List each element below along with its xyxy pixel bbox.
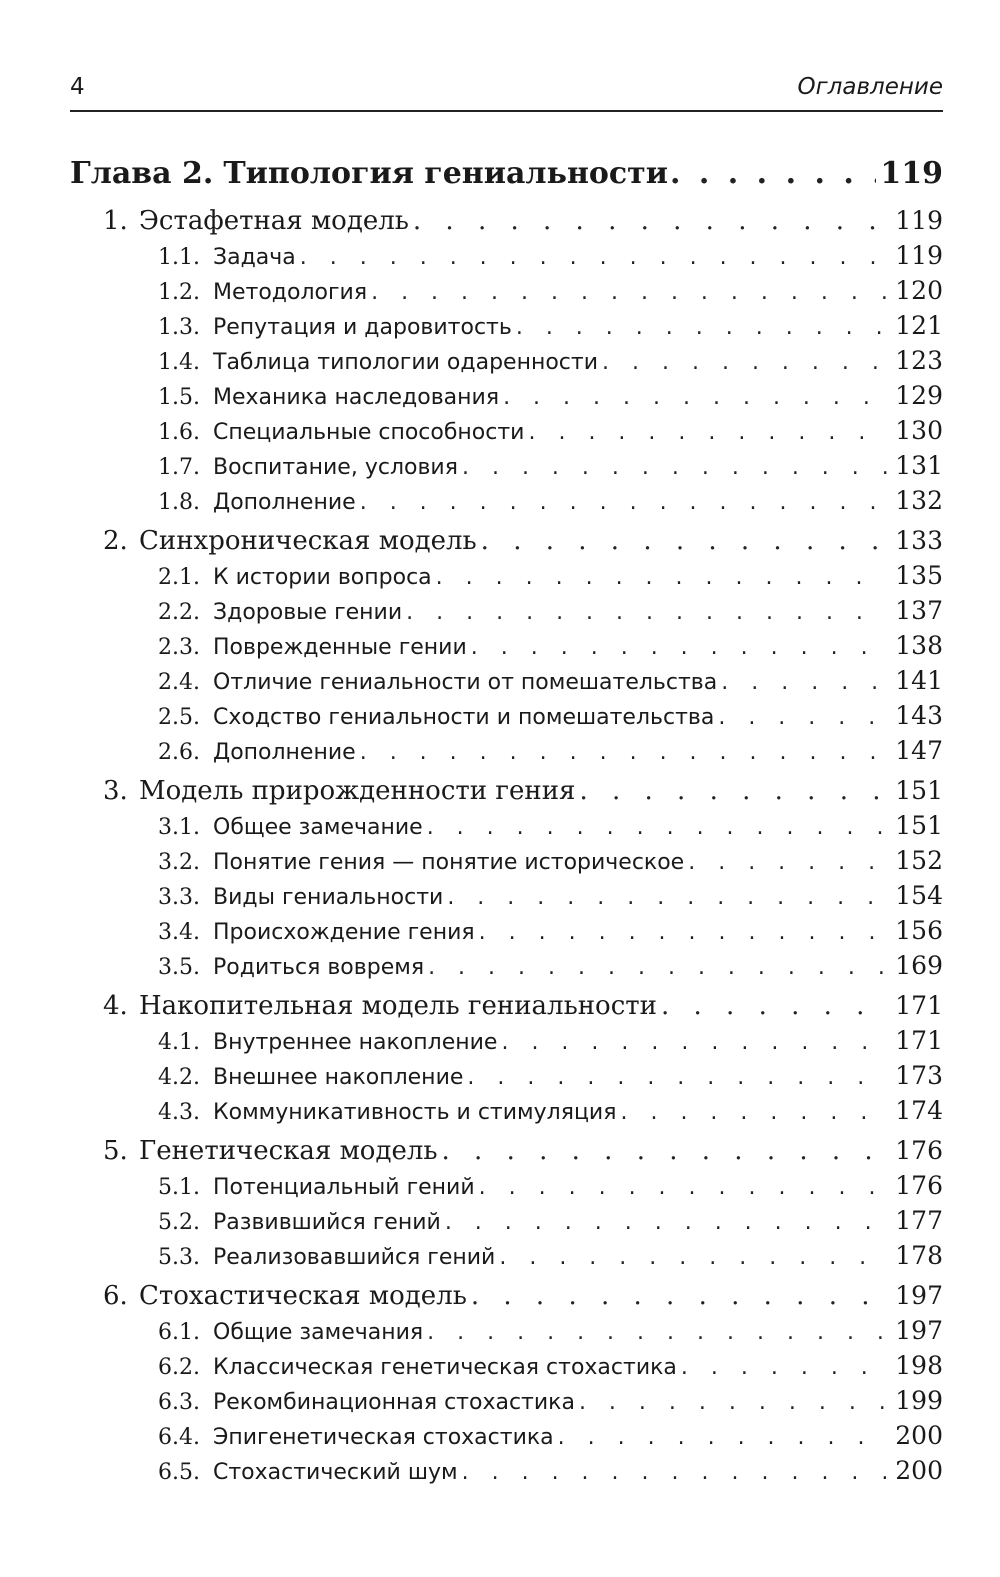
entry-title: Понятие гения — понятие историческое	[213, 850, 685, 875]
entry-number: 6.4.	[158, 1425, 200, 1450]
toc-subsection[interactable]	[70, 596, 943, 631]
leader-dots	[579, 1390, 887, 1415]
entry-title: Задача	[213, 245, 296, 270]
entry-heading	[158, 955, 424, 980]
entry-page: 171	[895, 991, 943, 1020]
entry-heading	[103, 526, 477, 556]
leader-dots	[579, 776, 887, 806]
entry-title: Дополнение	[213, 490, 356, 515]
entry-number: 6.	[103, 1281, 128, 1311]
entry-title: Общие замечания	[213, 1320, 424, 1345]
entry-number: 3.1.	[158, 815, 200, 840]
toc-subsection[interactable]	[70, 916, 943, 951]
toc-subsection[interactable]	[70, 451, 943, 486]
chapter-number: Глава 2.	[70, 156, 214, 191]
entry-title: Внешнее накопление	[213, 1065, 464, 1090]
entry-heading	[158, 850, 684, 875]
entry-heading	[158, 1425, 554, 1450]
entry-number: 4.2.	[158, 1065, 200, 1090]
entry-page: 130	[895, 416, 943, 445]
entry-page: 147	[895, 736, 943, 765]
entry-title: Эстафетная модель	[139, 206, 409, 236]
entry-number: 3.5.	[158, 955, 200, 980]
entry-page: 198	[895, 1351, 943, 1380]
entry-title: Виды гениальности	[213, 885, 444, 910]
entry-page: 178	[895, 1241, 943, 1270]
entry-number: 1.6.	[158, 420, 200, 445]
leader-dots	[447, 885, 887, 910]
toc-section-group	[70, 1136, 943, 1276]
entry-title: Модель прирожденности гения	[139, 776, 576, 806]
entry-page: 138	[895, 631, 943, 660]
entry-heading	[158, 1355, 677, 1380]
entry-number: 2.4.	[158, 670, 200, 695]
toc-sections	[70, 206, 943, 1491]
entry-title: Дополнение	[213, 740, 356, 765]
entry-number: 3.2.	[158, 850, 200, 875]
entry-heading	[158, 1245, 495, 1270]
leader-dots	[428, 955, 887, 980]
entry-heading	[158, 885, 443, 910]
entry-number: 2.	[103, 526, 128, 556]
entry-number: 1.3.	[158, 315, 200, 340]
toc-subsection[interactable]	[70, 1316, 943, 1351]
entry-title: Воспитание, условия	[213, 455, 458, 480]
leader-dots	[516, 315, 887, 340]
toc-subsection[interactable]	[70, 381, 943, 416]
entry-number: 4.	[103, 991, 128, 1021]
chapter-heading	[70, 156, 668, 191]
entry-number: 5.1.	[158, 1175, 200, 1200]
entry-heading	[103, 206, 409, 236]
entry-number: 1.1.	[158, 245, 200, 270]
toc-chapter[interactable]	[70, 156, 943, 201]
toc-subsection[interactable]	[70, 666, 943, 701]
entry-heading	[158, 565, 432, 590]
entry-title: Рекомбинационная стохастика	[213, 1390, 575, 1415]
toc-subsection[interactable]	[70, 1421, 943, 1456]
page-number: 4	[70, 74, 85, 100]
leader-dots	[661, 991, 887, 1021]
entry-page: 154	[895, 881, 943, 910]
toc-subsection[interactable]	[70, 1456, 943, 1491]
entry-title: Общее замечание	[213, 815, 423, 840]
entry-number: 4.1.	[158, 1030, 200, 1055]
leader-dots	[670, 156, 876, 191]
entry-title: Механика наследования	[213, 385, 500, 410]
leader-dots	[479, 1175, 888, 1200]
toc-section[interactable]	[70, 1136, 943, 1171]
entry-heading	[158, 740, 356, 765]
entry-title: Эпигенетическая стохастика	[213, 1425, 554, 1450]
entry-number: 1.8.	[158, 490, 200, 515]
table-of-contents	[70, 156, 943, 1491]
entry-page: 119	[895, 206, 943, 235]
entry-page: 171	[895, 1026, 943, 1055]
toc-subsection[interactable]	[70, 416, 943, 451]
toc-subsection[interactable]	[70, 1096, 943, 1131]
entry-title: Родиться вовремя	[213, 955, 425, 980]
toc-section[interactable]	[70, 991, 943, 1026]
toc-subsection[interactable]	[70, 311, 943, 346]
entry-number: 6.5.	[158, 1460, 200, 1485]
entry-title: Специальные способности	[213, 420, 525, 445]
leader-dots	[436, 565, 888, 590]
entry-title: Развившийся гений	[213, 1210, 441, 1235]
entry-title: Реализовавшийся гений	[213, 1245, 496, 1270]
entry-number: 1.5.	[158, 385, 200, 410]
toc-subsection[interactable]	[70, 561, 943, 596]
leader-dots	[479, 920, 888, 945]
entry-heading	[158, 420, 524, 445]
entry-heading	[158, 1320, 423, 1345]
leader-dots	[371, 280, 887, 305]
entry-heading	[158, 600, 402, 625]
toc-subsection[interactable]	[70, 1026, 943, 1061]
entry-page: 123	[895, 346, 943, 375]
entry-heading	[158, 705, 714, 730]
leader-dots	[360, 490, 888, 515]
toc-subsection[interactable]	[70, 486, 943, 521]
entry-number: 3.	[103, 776, 128, 806]
entry-number: 3.3.	[158, 885, 200, 910]
entry-number: 5.2.	[158, 1210, 200, 1235]
running-section-title: Оглавление	[797, 74, 943, 100]
entry-heading	[158, 245, 296, 270]
entry-page: 141	[895, 666, 943, 695]
leader-dots	[481, 526, 888, 556]
entry-page: 132	[895, 486, 943, 515]
entry-number: 6.3.	[158, 1390, 200, 1415]
entry-number: 6.1.	[158, 1320, 200, 1345]
entry-title: Происхождение гения	[213, 920, 475, 945]
entry-heading	[158, 920, 475, 945]
leader-dots	[471, 635, 888, 660]
entry-number: 1.	[103, 206, 128, 236]
entry-title: Отличие гениальности от помешательства	[213, 670, 718, 695]
entry-page: 120	[895, 276, 943, 305]
toc-subsection[interactable]	[70, 276, 943, 311]
toc-subsection[interactable]	[70, 631, 943, 666]
entry-page: 199	[895, 1386, 943, 1415]
toc-subsection[interactable]	[70, 846, 943, 881]
leader-dots	[462, 455, 887, 480]
entry-number: 2.5.	[158, 705, 200, 730]
entry-heading	[158, 1030, 497, 1055]
toc-section[interactable]	[70, 1281, 943, 1316]
entry-page: 151	[895, 811, 943, 840]
entry-heading	[158, 280, 367, 305]
leader-dots	[413, 206, 887, 236]
entry-number: 2.2.	[158, 600, 200, 625]
entry-title: Коммуникативность и стимуляция	[213, 1100, 617, 1125]
entry-page: 197	[895, 1281, 943, 1310]
leader-dots	[462, 1460, 888, 1485]
entry-title: Репутация и даровитость	[213, 315, 512, 340]
page-header	[70, 70, 943, 112]
entry-heading	[103, 1281, 467, 1311]
toc-subsection[interactable]	[70, 346, 943, 381]
entry-title: Таблица типологии одаренности	[213, 350, 599, 375]
entry-page: 176	[895, 1171, 943, 1200]
leader-dots	[360, 740, 888, 765]
toc-subsection[interactable]	[70, 241, 943, 276]
entry-heading	[158, 635, 467, 660]
leader-dots	[688, 850, 887, 875]
entry-title: Синхроническая модель	[139, 526, 477, 556]
entry-heading	[158, 1390, 575, 1415]
entry-title: Внутреннее накопление	[213, 1030, 498, 1055]
toc-section[interactable]	[70, 526, 943, 561]
entry-heading	[158, 315, 512, 340]
entry-heading	[158, 1175, 475, 1200]
leader-dots	[718, 705, 887, 730]
leader-dots	[528, 420, 887, 445]
toc-section-group	[70, 991, 943, 1131]
toc-section-group	[70, 1281, 943, 1491]
entry-number: 6.2.	[158, 1355, 200, 1380]
toc-subsection[interactable]	[70, 1061, 943, 1096]
entry-page: 173	[895, 1061, 943, 1090]
leader-dots	[300, 245, 888, 270]
entry-page: 131	[895, 451, 943, 480]
entry-number: 2.3.	[158, 635, 200, 660]
entry-heading	[103, 1136, 438, 1166]
entry-page: 200	[895, 1456, 943, 1485]
leader-dots	[427, 815, 888, 840]
entry-page: 174	[895, 1096, 943, 1125]
entry-page: 121	[895, 311, 943, 340]
entry-heading	[158, 455, 458, 480]
entry-page: 143	[895, 701, 943, 730]
leader-dots	[503, 385, 887, 410]
entry-page: 176	[895, 1136, 943, 1165]
entry-title: Здоровые гении	[213, 600, 403, 625]
entry-page: 197	[895, 1316, 943, 1345]
chapter-title: Типология гениальности	[223, 156, 669, 191]
entry-heading	[158, 1100, 616, 1125]
entry-page: 200	[895, 1421, 943, 1450]
leader-dots	[681, 1355, 887, 1380]
toc-section-group	[70, 526, 943, 771]
toc-section[interactable]	[70, 206, 943, 241]
entry-number: 3.4.	[158, 920, 200, 945]
entry-title: Сходство гениальности и помешательства	[213, 705, 715, 730]
leader-dots	[602, 350, 887, 375]
leader-dots	[427, 1320, 887, 1345]
entry-title: Классическая генетическая стохастика	[213, 1355, 677, 1380]
entry-heading	[158, 385, 499, 410]
toc-subsection[interactable]	[70, 1171, 943, 1206]
entry-number: 2.6.	[158, 740, 200, 765]
toc-subsection[interactable]	[70, 736, 943, 771]
entry-heading	[158, 670, 717, 695]
leader-dots	[442, 1136, 888, 1166]
entry-page: 135	[895, 561, 943, 590]
entry-page: 151	[895, 776, 943, 805]
entry-title: Поврежденные гении	[213, 635, 467, 660]
entry-page: 119	[895, 241, 943, 270]
entry-number: 5.3.	[158, 1245, 200, 1270]
entry-title: Накопительная модель гениальности	[139, 991, 657, 1021]
entry-page: 129	[895, 381, 943, 410]
leader-dots	[445, 1210, 887, 1235]
entry-heading	[158, 1210, 441, 1235]
leader-dots	[721, 670, 887, 695]
entry-number: 4.3.	[158, 1100, 200, 1125]
toc-section[interactable]	[70, 776, 943, 811]
entry-heading	[103, 991, 657, 1021]
toc-subsection[interactable]	[70, 811, 943, 846]
entry-title: Стохастический шум	[213, 1460, 458, 1485]
chapter-page: 119	[880, 156, 943, 191]
toc-section-group	[70, 776, 943, 986]
entry-heading	[158, 815, 423, 840]
entry-title: Потенциальный гений	[213, 1175, 475, 1200]
entry-page: 169	[895, 951, 943, 980]
toc-subsection[interactable]	[70, 1351, 943, 1386]
toc-subsection[interactable]	[70, 881, 943, 916]
entry-number: 5.	[103, 1136, 128, 1166]
entry-heading	[158, 490, 356, 515]
entry-number: 2.1.	[158, 565, 200, 590]
entry-page: 177	[895, 1206, 943, 1235]
entry-page: 152	[895, 846, 943, 875]
toc-subsection[interactable]	[70, 1241, 943, 1276]
toc-subsection[interactable]	[70, 1386, 943, 1421]
toc-subsection[interactable]	[70, 1206, 943, 1241]
entry-page: 156	[895, 916, 943, 945]
entry-title: Стохастическая модель	[139, 1281, 467, 1311]
entry-heading	[158, 1065, 463, 1090]
leader-dots	[471, 1281, 887, 1311]
leader-dots	[499, 1245, 887, 1270]
leader-dots	[467, 1065, 887, 1090]
entry-title: Методология	[213, 280, 368, 305]
entry-heading	[158, 350, 598, 375]
toc-subsection[interactable]	[70, 951, 943, 986]
entry-number: 1.2.	[158, 280, 200, 305]
entry-heading	[158, 1460, 458, 1485]
entry-heading	[103, 776, 575, 806]
entry-title: К истории вопроса	[213, 565, 432, 590]
entry-page: 133	[895, 526, 943, 555]
leader-dots	[501, 1030, 887, 1055]
leader-dots	[558, 1425, 888, 1450]
toc-subsection[interactable]	[70, 701, 943, 736]
leader-dots	[406, 600, 887, 625]
entry-page: 137	[895, 596, 943, 625]
leader-dots	[620, 1100, 887, 1125]
entry-title: Генетическая модель	[139, 1136, 438, 1166]
entry-number: 1.4.	[158, 350, 200, 375]
toc-section-group	[70, 206, 943, 521]
entry-number: 1.7.	[158, 455, 200, 480]
